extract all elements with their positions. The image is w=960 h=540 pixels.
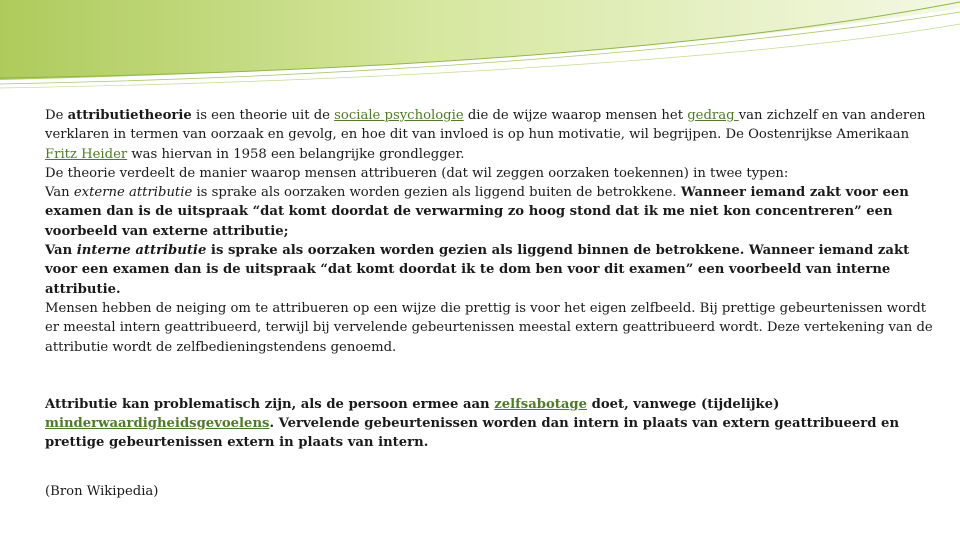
- link-sociale-psychologie[interactable]: sociale psychologie: [334, 108, 464, 123]
- text: Attributie kan problematisch zijn, als de persoon ermee aan: [45, 396, 495, 412]
- paragraph-types: De theorie verdeelt de manier waarop mensen attribueren (dat wil zeggen oorzaken toekennen) in twee typen:: [45, 165, 789, 181]
- text: Van: [45, 185, 74, 201]
- text: was hiervan in 1958 een belangrijke grondlegger.: [127, 146, 465, 162]
- decorative-header-banner: [0, 0, 960, 95]
- text: is sprake als oorzaken worden gezien als liggend binnen de betrokkene. Wanneer iemand zakt voor een examen dan is de uitspraak “dat komt doordat ik te dom ben voor dit examen” een voorbeeld van interne attributie.: [45, 243, 910, 297]
- text: . Vervelende gebeurtenissen worden dan intern in plaats van extern geattribueerd en prettige gebeurtenissen extern in plaats van intern.: [45, 416, 900, 451]
- spacer: [45, 453, 940, 482]
- paragraph-self-serving-bias: Mensen hebben de neiging om te attribueren op een wijze die prettig is voor het eigen zelfbeeld. Bij prettige gebeurtenissen wordt er meestal intern geattribueerd, terwijl bij vervelende gebeurtenissen meestal extern geattribueerd wordt. Deze vertekening van de attributie wordt de zelfbedieningstendens genoemd.: [45, 300, 933, 355]
- example-external: Wanneer iemand zakt voor een examen dan is de uitspraak “dat komt doordat de verwarming zo hoog stond dat ik me niet kon concentreren” een voorbeeld van externe attributie;: [45, 185, 909, 239]
- source-note: (Bron Wikipedia): [45, 483, 159, 499]
- paragraph-problematic: [45, 395, 940, 453]
- text: die de wijze waarop mensen het: [463, 108, 688, 123]
- text: van zichzelf en van anderen verklaren in termen van oorzaak en gevolg, en hoe dit van invloed is op hun motivatie, wil begrijpen. De Oostenrijkse Amerikaan: [45, 108, 926, 143]
- spacer: [45, 357, 940, 395]
- text: doet, vanwege (tijdelijke): [587, 396, 780, 412]
- text: is sprake als oorzaken worden gezien als liggend buiten de betrokkene.: [192, 185, 681, 201]
- link-fritz-heider[interactable]: Fritz Heider: [45, 146, 128, 162]
- paragraph-intro: [45, 106, 940, 164]
- text: is een theorie uit de: [191, 108, 335, 123]
- term-externe-attributie: externe attributie: [73, 185, 193, 201]
- term-interne-attributie: interne attributie: [76, 243, 207, 259]
- article-content: [45, 106, 940, 501]
- link-gedrag[interactable]: gedrag: [687, 108, 739, 123]
- text: Van: [45, 243, 77, 259]
- paragraph-external-attribution: [45, 183, 940, 241]
- banner-wave-fill: [0, 0, 960, 80]
- link-minderwaardigheidsgevoelens[interactable]: minderwaardigheidsgevoelens: [45, 416, 270, 432]
- term-attributietheorie: attributietheorie: [67, 108, 192, 123]
- paragraph-internal-attribution: [45, 241, 940, 299]
- text: De: [45, 108, 68, 123]
- link-zelfsabotage[interactable]: zelfsabotage: [494, 396, 588, 412]
